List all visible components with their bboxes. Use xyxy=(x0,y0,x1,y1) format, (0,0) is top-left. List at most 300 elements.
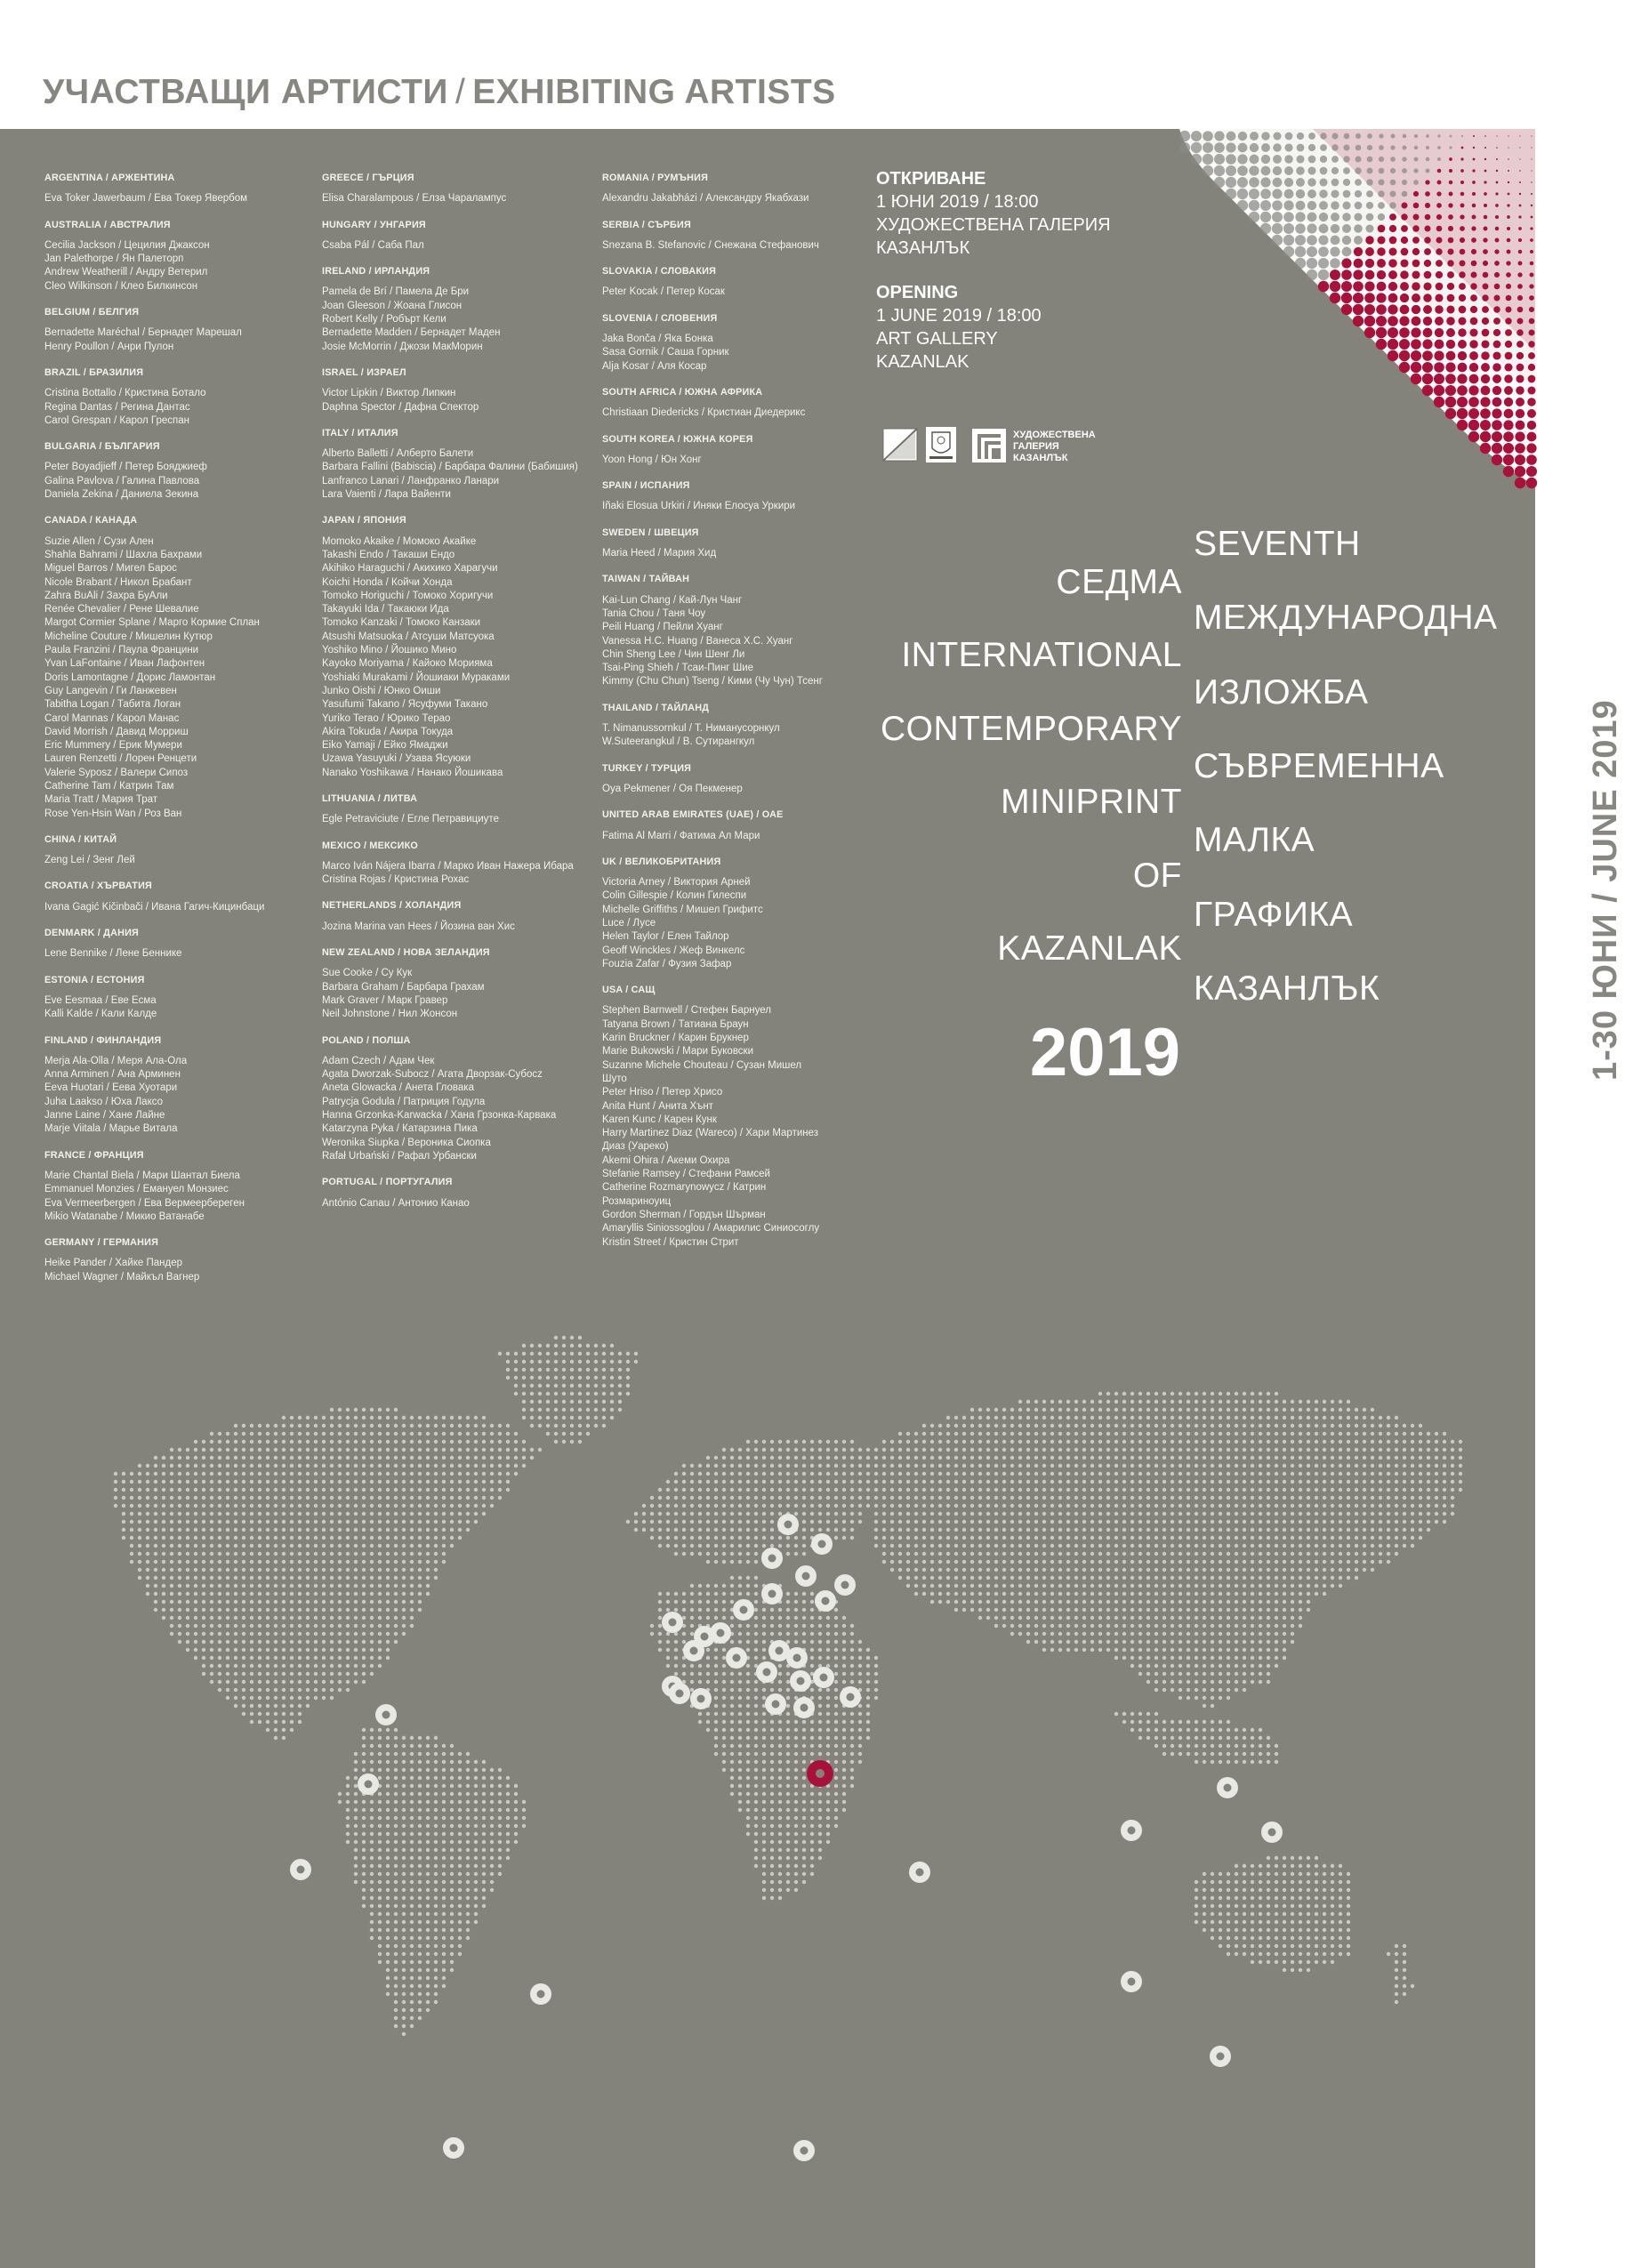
map-dot xyxy=(402,1600,406,1604)
map-dot xyxy=(1307,1440,1310,1444)
map-dot xyxy=(754,1456,758,1460)
map-dot xyxy=(1146,1640,1150,1644)
map-dot xyxy=(1018,1504,1022,1508)
map-dot xyxy=(1371,1440,1374,1444)
map-dot xyxy=(186,1616,189,1620)
map-dot xyxy=(778,1512,782,1516)
map-dot xyxy=(418,1496,422,1500)
map-dot xyxy=(1010,1440,1014,1444)
map-dot xyxy=(1138,1560,1142,1564)
map-dot xyxy=(1347,1456,1350,1460)
map-dot xyxy=(594,1384,598,1387)
map-dot xyxy=(890,1560,894,1564)
map-dot xyxy=(338,1616,342,1620)
map-dot xyxy=(1243,1608,1246,1612)
map-dot xyxy=(370,1512,374,1516)
map-dot xyxy=(1002,1440,1006,1444)
map-dot xyxy=(1154,1504,1158,1508)
map-dot xyxy=(1235,1608,1238,1612)
map-dot xyxy=(322,1696,326,1700)
map-dot xyxy=(402,1632,406,1636)
map-dot xyxy=(1315,1464,1318,1468)
map-dot xyxy=(1074,1632,1078,1636)
halftone-dot xyxy=(1378,213,1385,221)
map-dot xyxy=(866,1728,870,1732)
halftone-dot xyxy=(1504,386,1513,395)
map-dot xyxy=(1074,1440,1078,1444)
map-dot xyxy=(1307,1520,1310,1524)
map-dot xyxy=(1283,1488,1286,1492)
map-dot xyxy=(1275,1656,1278,1660)
map-dot xyxy=(738,1472,742,1476)
map-dot xyxy=(530,1416,534,1420)
map-dot xyxy=(1347,1496,1350,1500)
halftone-dot xyxy=(1517,307,1524,313)
map-dot xyxy=(1251,1488,1254,1492)
map-dot xyxy=(1331,1472,1334,1476)
map-dot xyxy=(1259,1456,1262,1460)
map-dot xyxy=(1283,1528,1286,1532)
map-dot xyxy=(578,1368,582,1371)
map-dot xyxy=(754,1560,758,1564)
map-dot xyxy=(1227,1568,1230,1572)
map-dot xyxy=(1034,1408,1038,1411)
map-dot xyxy=(626,1376,630,1379)
map-dot xyxy=(522,1440,526,1444)
map-dot xyxy=(1066,1536,1070,1540)
map-dot xyxy=(602,1344,606,1347)
map-dot xyxy=(1363,1472,1366,1476)
halftone-dot xyxy=(1261,155,1270,164)
halftone-dot xyxy=(1448,203,1452,207)
map-dot xyxy=(1227,1600,1230,1604)
map-dot xyxy=(1138,1472,1142,1476)
map-dot xyxy=(362,1416,366,1420)
halftone-dot xyxy=(1250,143,1259,152)
map-dot xyxy=(442,1528,446,1532)
map-dot xyxy=(546,1384,550,1387)
map-dot xyxy=(130,1544,133,1548)
map-dot xyxy=(442,1560,446,1564)
map-dot xyxy=(1299,1472,1302,1476)
map-dot xyxy=(618,1400,622,1403)
map-dot xyxy=(1275,1392,1278,1395)
map-dot xyxy=(1339,1512,1342,1516)
map-dot xyxy=(890,1544,894,1548)
map-dot xyxy=(1034,1456,1038,1460)
map-dot xyxy=(1122,1560,1126,1564)
map-dot xyxy=(538,1352,542,1355)
map-dot xyxy=(306,1640,310,1644)
map-dot xyxy=(1090,1464,1094,1468)
map-dot xyxy=(498,1456,502,1460)
halftone-dot xyxy=(1448,226,1453,231)
map-dot xyxy=(1074,1400,1078,1403)
map-dot xyxy=(1211,1448,1214,1452)
map-dot xyxy=(1170,1680,1174,1684)
map-dot xyxy=(890,1504,894,1508)
map-dot xyxy=(1130,1544,1134,1548)
map-dot xyxy=(1235,1552,1238,1556)
map-dot xyxy=(1235,1656,1238,1660)
map-dot xyxy=(378,1496,382,1500)
map-dot xyxy=(138,1544,141,1548)
halftone-dot xyxy=(1517,272,1522,277)
map-dot xyxy=(1066,1416,1070,1420)
map-dot xyxy=(778,1464,782,1468)
map-dot xyxy=(834,1672,838,1676)
map-dot xyxy=(802,1448,806,1452)
halftone-dot xyxy=(1318,281,1329,292)
map-dot xyxy=(1154,1528,1158,1532)
map-dot xyxy=(1299,1520,1302,1524)
map-dot xyxy=(1170,1416,1174,1420)
map-dot xyxy=(1138,1624,1142,1628)
map-dot xyxy=(1002,1528,1006,1532)
map-dot xyxy=(394,1600,398,1604)
map-dot xyxy=(226,1472,229,1476)
map-dot xyxy=(266,1456,269,1460)
map-dot xyxy=(1267,1472,1270,1476)
map-dot xyxy=(1251,1552,1254,1556)
map-dot xyxy=(306,1576,310,1580)
map-dot xyxy=(274,1712,278,1716)
map-dot xyxy=(786,1600,790,1604)
map-dot xyxy=(834,1656,838,1660)
map-dot xyxy=(1379,1504,1382,1508)
map-dot xyxy=(1026,1640,1030,1644)
map-dot xyxy=(906,1576,910,1580)
map-dot xyxy=(370,1432,374,1436)
map-dot xyxy=(442,1416,446,1420)
map-dot xyxy=(554,1352,558,1355)
map-dot xyxy=(266,1440,269,1444)
map-dot xyxy=(1058,1584,1062,1588)
map-dot xyxy=(314,1640,318,1644)
map-dot xyxy=(1395,1528,1398,1532)
map-dot xyxy=(570,1424,574,1428)
map-dot xyxy=(1162,1616,1166,1620)
map-dot xyxy=(850,1528,854,1532)
halftone-dot xyxy=(1388,339,1398,350)
map-dot xyxy=(730,1672,734,1676)
map-dot xyxy=(1154,1728,1158,1732)
map-dot xyxy=(138,1504,141,1508)
map-dot xyxy=(226,1440,229,1444)
map-dot xyxy=(1227,1696,1230,1700)
map-dot xyxy=(282,1584,286,1588)
map-dot xyxy=(322,1464,326,1468)
map-dot xyxy=(962,1552,966,1556)
map-dot xyxy=(1275,1480,1278,1484)
map-dot xyxy=(306,1592,310,1596)
map-dot xyxy=(538,1424,542,1428)
map-dot xyxy=(1307,1560,1310,1564)
map-dot xyxy=(610,1416,614,1420)
halftone-dot xyxy=(1388,350,1398,361)
map-dot xyxy=(1154,1680,1158,1684)
map-dot xyxy=(394,1488,398,1492)
map-dot xyxy=(1419,1496,1422,1500)
map-dot xyxy=(378,1592,382,1596)
map-dot xyxy=(1275,1504,1278,1508)
map-dot xyxy=(1187,1632,1190,1636)
map-dot xyxy=(1243,1552,1246,1556)
map-dot xyxy=(714,1536,718,1540)
map-dot xyxy=(1146,1512,1150,1516)
map-dot xyxy=(690,1464,694,1468)
map-dot xyxy=(1347,1424,1350,1428)
map-dot xyxy=(1098,1440,1102,1444)
map-dot xyxy=(1010,1416,1014,1420)
map-dot xyxy=(362,1536,366,1540)
map-dot xyxy=(586,1432,590,1436)
map-dot xyxy=(170,1488,173,1492)
map-dot xyxy=(1090,1456,1094,1460)
map-dot xyxy=(178,1568,181,1572)
halftone-dot xyxy=(1435,294,1443,302)
map-dot xyxy=(146,1528,149,1532)
halftone-dot xyxy=(1341,281,1352,292)
map-dot xyxy=(154,1592,157,1596)
map-dot xyxy=(1114,1632,1118,1636)
map-dot xyxy=(986,1616,990,1620)
map-dot xyxy=(1219,1520,1222,1524)
map-dot xyxy=(258,1656,261,1660)
map-dot xyxy=(978,1408,982,1411)
map-dot xyxy=(178,1504,181,1508)
map-dot xyxy=(1058,1424,1062,1428)
map-dot xyxy=(370,1424,374,1428)
map-dot xyxy=(306,1528,310,1532)
map-dot xyxy=(954,1568,958,1572)
map-dot xyxy=(1162,1528,1166,1532)
halftone-dot xyxy=(1494,272,1500,277)
map-dot xyxy=(1387,1560,1390,1564)
map-dot xyxy=(490,1464,494,1468)
map-dot xyxy=(202,1544,205,1548)
map-dot xyxy=(1098,1632,1102,1636)
halftone-dot xyxy=(1389,237,1397,245)
map-dot xyxy=(1283,1504,1286,1508)
map-dot xyxy=(1387,1440,1390,1444)
map-dot xyxy=(1082,1528,1086,1532)
map-dot xyxy=(162,1472,165,1476)
map-dot xyxy=(946,1496,950,1500)
map-dot xyxy=(1034,1504,1038,1508)
map-dot xyxy=(1162,1592,1166,1596)
map-dot xyxy=(226,1600,229,1604)
map-dot xyxy=(1138,1656,1142,1660)
map-dot xyxy=(962,1416,966,1420)
map-dot xyxy=(762,1696,766,1700)
map-dot xyxy=(1211,1568,1214,1572)
map-dot xyxy=(1082,1400,1086,1403)
map-dot xyxy=(210,1624,213,1628)
map-dot xyxy=(1082,1544,1086,1548)
map-dot xyxy=(234,1496,237,1500)
map-dot xyxy=(722,1464,726,1468)
map-dot xyxy=(602,1360,606,1363)
map-dot xyxy=(930,1456,934,1460)
map-dot xyxy=(306,1704,310,1708)
map-dot xyxy=(266,1520,269,1524)
map-dot xyxy=(1090,1600,1094,1604)
map-dot xyxy=(282,1712,286,1716)
map-dot xyxy=(1187,1680,1190,1684)
map-dot xyxy=(242,1456,245,1460)
map-dot xyxy=(866,1496,870,1500)
map-dot xyxy=(1170,1504,1174,1508)
halftone-dot xyxy=(1425,191,1430,197)
map-dot xyxy=(1042,1400,1046,1403)
map-dot xyxy=(226,1504,229,1508)
map-dot xyxy=(1114,1488,1118,1492)
map-dot xyxy=(1243,1392,1246,1395)
map-dot xyxy=(234,1576,237,1580)
halftone-dot xyxy=(1411,327,1420,337)
map-dot xyxy=(234,1704,237,1708)
map-dot xyxy=(442,1520,446,1524)
map-dot xyxy=(1323,1536,1326,1540)
halftone-dot xyxy=(1343,144,1349,150)
map-dot xyxy=(1323,1480,1326,1484)
map-dot xyxy=(770,1448,774,1452)
map-dot xyxy=(370,1480,374,1484)
map-dot xyxy=(1347,1472,1350,1476)
map-dot xyxy=(282,1664,286,1668)
map-dot xyxy=(386,1432,390,1436)
map-dot xyxy=(1355,1536,1358,1540)
map-dot xyxy=(1323,1568,1326,1572)
map-dot xyxy=(1227,1624,1230,1628)
map-dot xyxy=(242,1488,245,1492)
map-dot xyxy=(1219,1464,1222,1468)
map-dot xyxy=(378,1632,382,1636)
map-dot xyxy=(962,1496,966,1500)
map-dot xyxy=(1122,1536,1126,1540)
map-dot xyxy=(322,1544,326,1548)
map-dot xyxy=(1026,1424,1030,1428)
map-dot xyxy=(794,1616,798,1620)
map-dot xyxy=(1331,1528,1334,1532)
map-dot xyxy=(1267,1592,1270,1596)
map-dot xyxy=(1179,1592,1182,1596)
map-dot xyxy=(1106,1496,1110,1500)
map-dot xyxy=(1179,1424,1182,1428)
halftone-dot xyxy=(1449,169,1452,173)
map-dot xyxy=(1283,1520,1286,1524)
map-dot xyxy=(1363,1408,1366,1411)
map-dot xyxy=(1203,1672,1206,1676)
map-dot xyxy=(1098,1512,1102,1516)
halftone-dot xyxy=(1519,158,1520,159)
map-dot xyxy=(1154,1512,1158,1516)
map-dot xyxy=(1098,1576,1102,1580)
map-dot xyxy=(346,1432,350,1436)
map-dot xyxy=(218,1512,221,1516)
map-dot xyxy=(194,1480,197,1484)
map-dot xyxy=(1042,1576,1046,1580)
map-dot xyxy=(890,1552,894,1556)
map-dot xyxy=(1026,1440,1030,1444)
map-dot xyxy=(290,1456,294,1460)
map-dot xyxy=(914,1440,918,1444)
map-dot xyxy=(658,1528,662,1532)
map-dot xyxy=(314,1512,318,1516)
map-dot xyxy=(874,1672,878,1676)
map-dot xyxy=(506,1488,510,1492)
map-dot xyxy=(922,1544,926,1548)
map-dot xyxy=(778,1632,782,1636)
map-dot xyxy=(1427,1520,1430,1524)
halftone-dot xyxy=(1506,295,1512,302)
map-dot xyxy=(1106,1568,1110,1572)
map-dot xyxy=(170,1512,173,1516)
map-dot xyxy=(1154,1640,1158,1644)
map-dot xyxy=(1187,1456,1190,1460)
map-dot xyxy=(1235,1504,1238,1508)
map-dot xyxy=(1251,1632,1254,1636)
map-dot xyxy=(442,1472,446,1476)
map-dot xyxy=(658,1504,662,1508)
map-dot xyxy=(1435,1472,1438,1476)
map-dot xyxy=(1315,1560,1318,1564)
map-dot xyxy=(418,1584,422,1588)
map-dot xyxy=(850,1648,854,1652)
map-dot xyxy=(1291,1624,1294,1628)
map-dot xyxy=(738,1536,742,1540)
map-dot xyxy=(482,1512,486,1516)
map-dot xyxy=(778,1728,782,1732)
map-dot xyxy=(738,1456,742,1460)
map-dot xyxy=(1130,1424,1134,1428)
map-dot xyxy=(1331,1568,1334,1572)
map-dot xyxy=(698,1520,702,1524)
map-dot xyxy=(786,1728,790,1732)
map-dot xyxy=(354,1552,358,1556)
map-dot xyxy=(1363,1568,1366,1572)
map-dot xyxy=(242,1704,245,1708)
map-dot xyxy=(770,1520,774,1524)
map-dot xyxy=(1227,1632,1230,1636)
map-dot xyxy=(202,1512,205,1516)
map-dot xyxy=(250,1432,253,1436)
map-dot xyxy=(266,1432,269,1436)
map-dot xyxy=(338,1448,342,1452)
halftone-dot xyxy=(1238,143,1248,153)
map-dot xyxy=(186,1496,189,1500)
map-dot xyxy=(802,1488,806,1492)
map-dot xyxy=(250,1456,253,1460)
map-dot xyxy=(170,1504,173,1508)
map-dot xyxy=(898,1504,902,1508)
map-dot xyxy=(1339,1432,1342,1436)
map-dot xyxy=(1106,1472,1110,1476)
map-dot xyxy=(786,1536,790,1540)
map-dot xyxy=(1114,1712,1118,1716)
map-dot xyxy=(954,1576,958,1580)
map-dot xyxy=(898,1560,902,1564)
map-dot xyxy=(554,1400,558,1403)
map-dot xyxy=(1034,1464,1038,1468)
map-dot xyxy=(402,1496,406,1500)
map-dot xyxy=(818,1656,822,1660)
map-dot xyxy=(290,1504,294,1508)
map-dot xyxy=(1291,1496,1294,1500)
map-dot xyxy=(338,1624,342,1628)
map-dot xyxy=(1235,1400,1238,1403)
